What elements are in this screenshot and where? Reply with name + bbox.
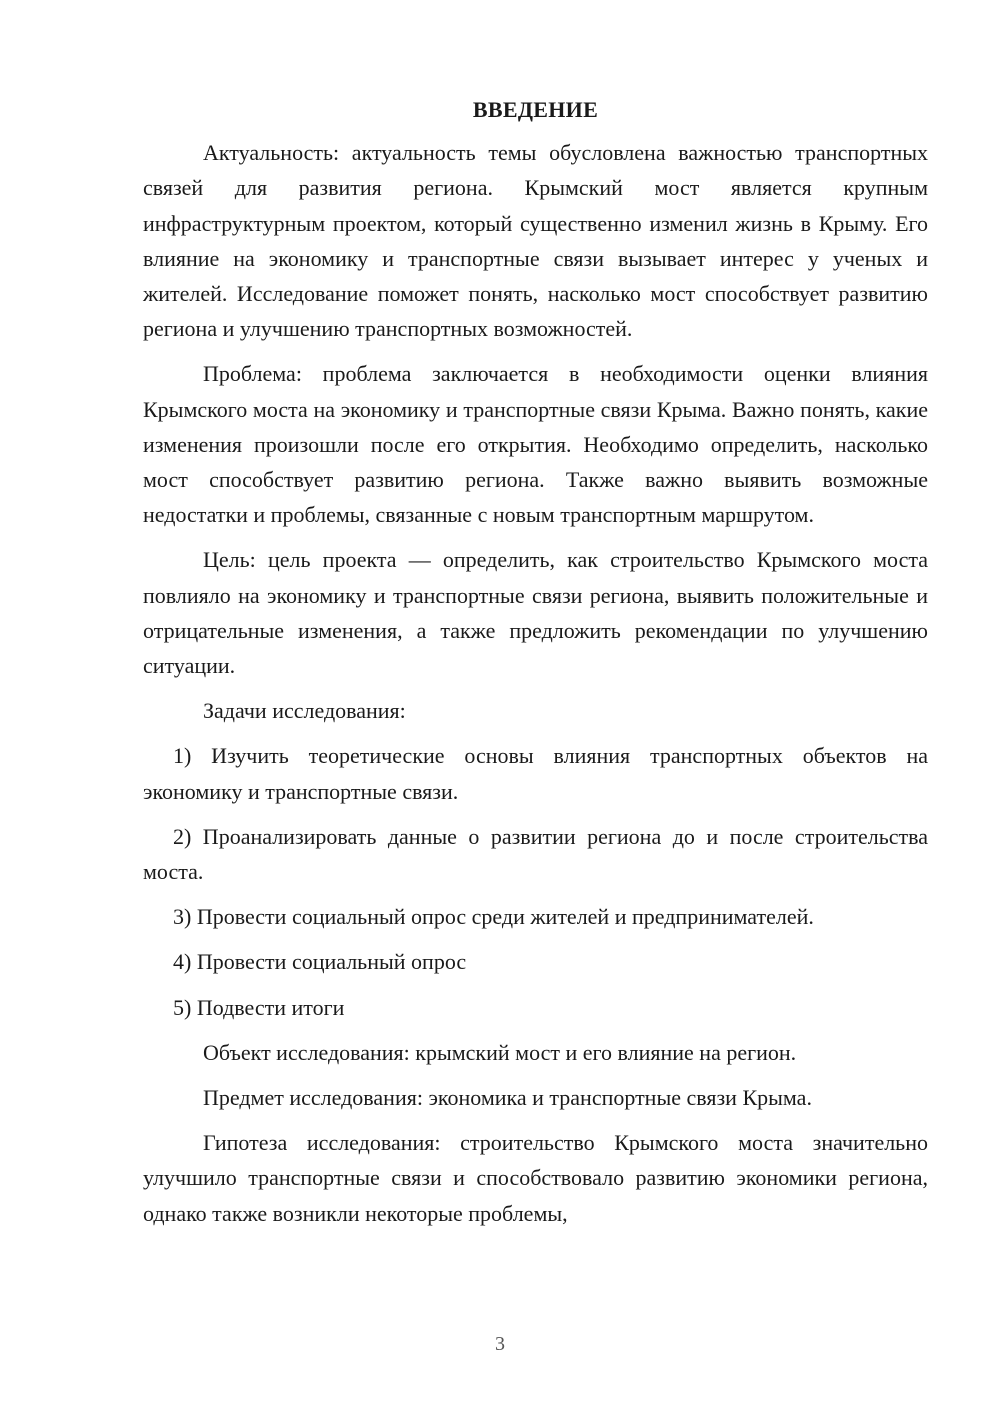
task-item-4: 4) Провести социальный опрос (173, 949, 467, 975)
goal-paragraph: Цель: цель проекта — определить, как строительство Крымского моста повлияло на экономику и транспортные связи региона, выявить положительные и отрицательные изменения, а также предложить рекомендации по улучшению ситуации. (143, 547, 928, 679)
page-number: 3 (495, 1333, 505, 1355)
tasks-heading: Задачи исследования: (203, 698, 406, 724)
subject-paragraph: Предмет исследования: экономика и транспортные связи Крыма. (203, 1085, 812, 1111)
hypothesis-paragraph: Гипотеза исследования: строительство Крымского моста значительно улучшило транспортные связи и способствовало развитию экономики региона, однако также возникли некоторые проблемы, (143, 1130, 928, 1226)
task-item-1: 1) Изучить теоретические основы влияния транспортных объектов на экономику и транспортные связи. (143, 743, 928, 804)
task-item-5: 5) Подвести итоги (173, 994, 345, 1020)
task-item-2: 2) Проанализировать данные о развитии региона до и после строительства моста. (143, 823, 928, 885)
tasks-list (143, 738, 928, 1024)
object-paragraph: Объект исследования: крымский мост и его влияние на регион. (203, 1039, 797, 1065)
document-page (143, 92, 928, 1231)
problem-paragraph: Проблема: проблема заключается в необходимости оценки влияния Крымского моста на экономику и транспортные связи Крыма. Важно понять, какие изменения произошли после его открытия. Необходимо определить, насколько мост способствует развитию региона. Также важно выявить возможные недостатки и проблемы, связанные с новым транспортным маршрутом. (143, 361, 928, 528)
relevance-paragraph: Актуальность: актуальность темы обусловлена важностью транспортных связей для развития региона. Крымский мост является крупным инфраструктурным проектом, который существенно изменил жизнь в Крыму. Его влияние на экономику и транспортные связи вызывает интерес у ученых и жителей. Исследование поможет понять, насколько мост способствует развитию региона и улучшению транспортных возможностей. (143, 140, 928, 342)
task-item-3: 3) Провести социальный опрос среди жителей и предпринимателей. (173, 904, 814, 930)
page-title: ВВЕДЕНИЕ (472, 97, 599, 122)
